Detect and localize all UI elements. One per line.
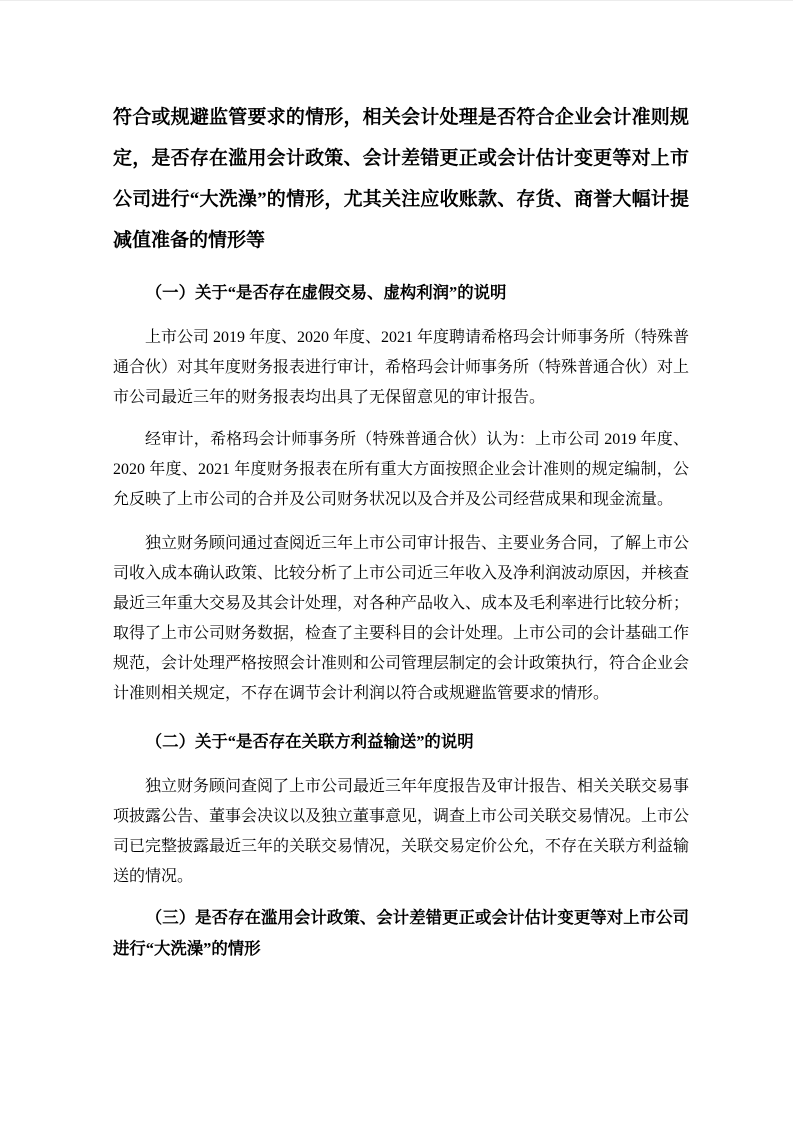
question-continuation-text: 符合或规避监管要求的情形，相关会计处理是否符合企业会计准则规定，是否存在滥用会计政策、会计差错更正或会计估计变更等对上市公司进行“大洗澡”的情形，尤其关注应收账款、存货、商誉大幅计提减值准备的情形等 (113, 107, 689, 251)
section-3-heading: （三）是否存在滥用会计政策、会计差错更正或会计估计变更等对上市公司进行“大洗澡”的情形 (113, 908, 689, 958)
section-1-paragraph-1: 上市公司 2019 年度、2020 年度、2021 年度聘请希格玛会计师事务所（特殊普通合伙）对其年度财务报表进行审计，希格玛会计师事务所（特殊普通合伙）对上市公司最近三年的财务报表均出具了无保留意见的审计报告。 (113, 329, 690, 406)
section-2-heading: （二）关于“是否存在关联方利益输送”的说明 (145, 732, 474, 751)
section-1-paragraph-3: 独立财务顾问通过查阅近三年上市公司审计报告、主要业务合同，了解上市公司收入成本确认政策、比较分析了上市公司近三年收入及净利润波动原因，并核查最近三年重大交易及其会计处理，对各种产品收入、成本及毛利率进行比较分析；取得了上市公司财务数据，检查了主要科目的会计处理。上市公司的会计基础工作规范，会计处理严格按照会计准则和公司管理层制定的会计政策执行，符合企业会计准则相关规定，不存在调节会计利润以符合或规避监管要求的情形。 (113, 535, 690, 702)
section-1-paragraph-2: 经审计，希格玛会计师事务所（特殊普通合伙）认为：上市公司 2019 年度、2020 年度、2021 年度财务报表在所有重大方面按照企业会计准则的规定编制，公允反映了上市公司的合并及公司财务状况以及合并及公司经营成果和现金流量。 (113, 431, 689, 508)
section-2-paragraph-1: 独立财务顾问查阅了上市公司最近三年年度报告及审计报告、相关关联交易事项披露公告、董事会决议以及独立董事意见，调查上市公司关联交易情况。上市公司已完整披露最近三年的关联交易情况，关联交易定价公允，不存在关联方利益输送的情况。 (113, 778, 690, 885)
section-1-heading: （一）关于“是否存在虚假交易、虚构利润”的说明 (145, 283, 507, 302)
